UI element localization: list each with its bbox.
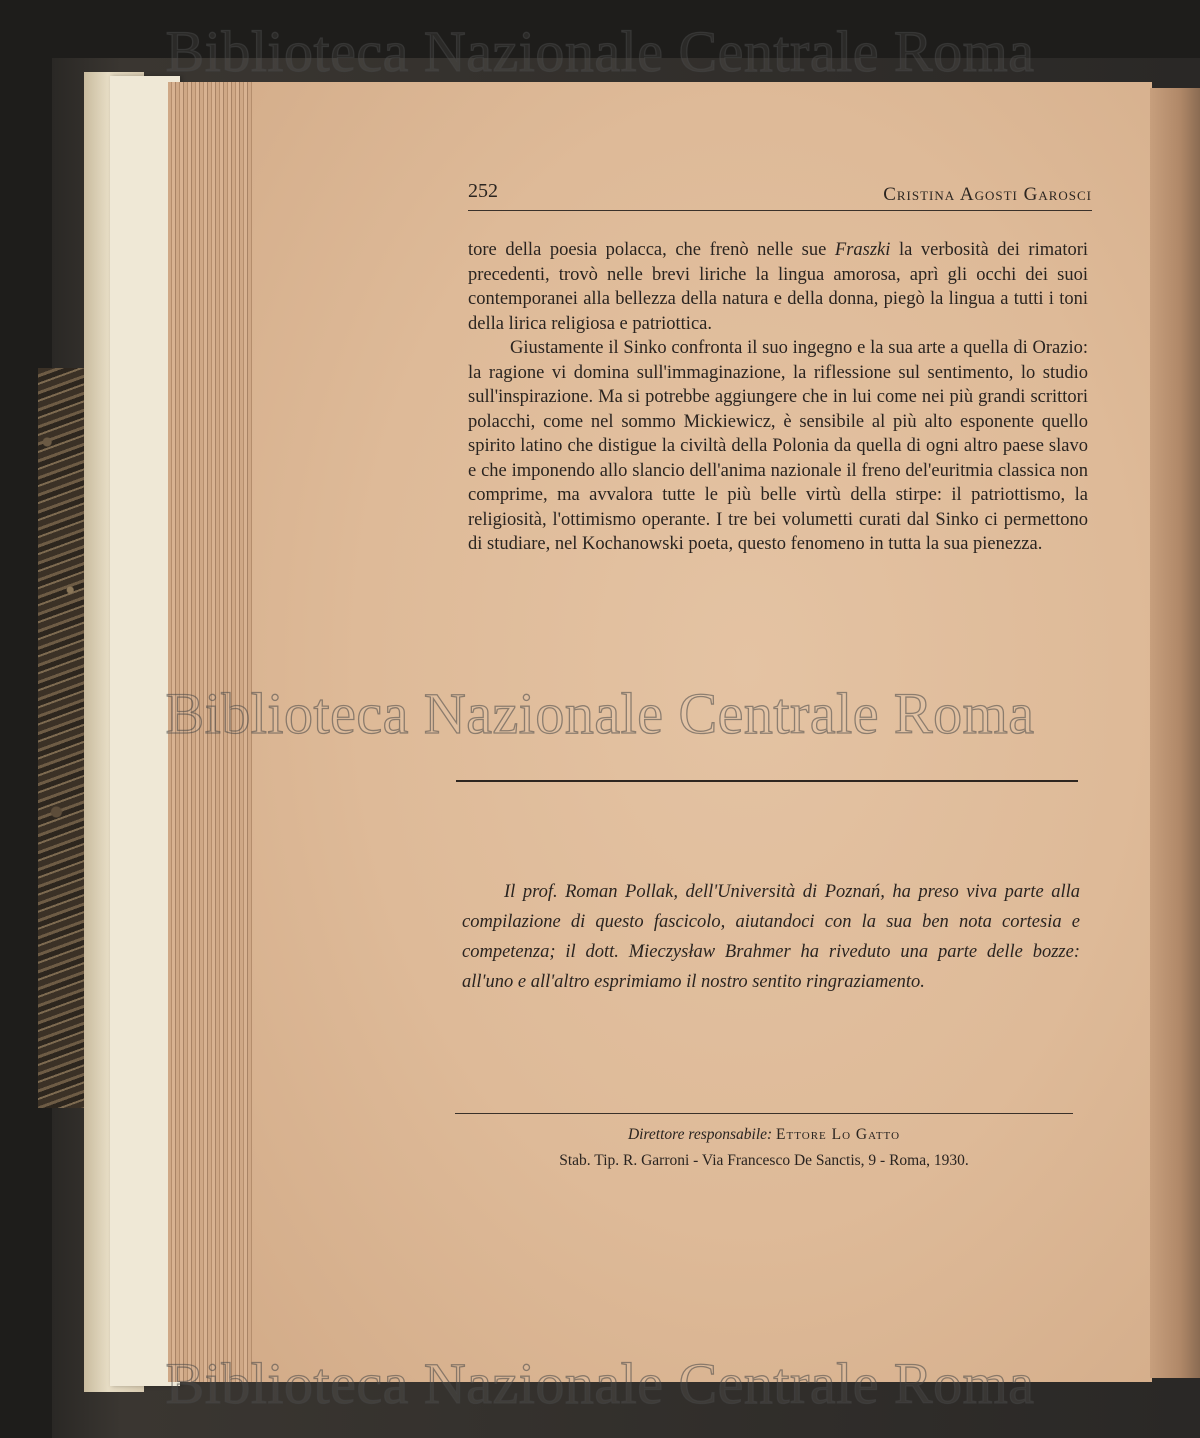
acknowledgement-note: Il prof. Roman Pollak, dell'Università di Poznań, ha preso viva parte alla compilazione di questo fascicolo, aiutandoci con la sua ben nota cortesia e competenza; il dott. Mieczysław Brahmer ha riveduto una parte delle bozze: all'uno e all'altro esprimiamo il nostro sentito ringraziamento. bbox=[462, 881, 1080, 992]
text-run: la verbosità dei rimatori precedenti, trovò nelle brevi liriche la lingua amorosa, aprì gli occhi dei suoi contemporanei alla bellezza della natura e della donna, piegò la lingua a tutti i toni della lirica religiosa e patriottica. bbox=[468, 240, 1089, 334]
italic-title: Fraszki bbox=[834, 240, 891, 260]
imprint-rule bbox=[455, 1113, 1073, 1114]
imprint-printer-line: Stab. Tip. R. Garroni - Via Francesco De Sanctis, 9 - Roma, 1930. bbox=[559, 1152, 969, 1169]
paragraph-1 bbox=[468, 238, 1088, 336]
watermark-top: Biblioteca Nazionale Centrale Roma bbox=[165, 19, 1035, 84]
watermark-bottom: Biblioteca Nazionale Centrale Roma bbox=[165, 1351, 1035, 1416]
imprint-role: Direttore responsabile: bbox=[627, 1126, 773, 1143]
paragraph-2: Giustamente il Sinko confronta il suo ingegno e la sua arte a quella di Orazio: la ragione vi domina sull'immaginazione, la riflessione sul sentimento, lo studio sull'inspirazione. Ma si potrebbe aggiungere che in lui come nei più grandi scrittori polacchi, come nel sommo Mickiewicz, è sensibile al più alto esponente quello spirito latino che distigue la civiltà della Polonia da quella di ogni altro paese slavo e che imponendo allo slancio dell'anima nazionale il freno del'euritmia classica non comprime, ma avvalora tutte le più belle virtù della stirpe: il patriottismo, la religiosità, l'ottimismo operante. I tre bei volumetti curati dal Sinko ci permettono di studiare, nel Kochanowski poeta, questo fenomeno in tutta la sua pienezza. bbox=[468, 338, 1088, 554]
body-text bbox=[468, 238, 1088, 557]
imprint-director-line bbox=[455, 1124, 1073, 1146]
imprint bbox=[455, 1124, 1073, 1172]
imprint-director: Ettore Lo Gatto bbox=[776, 1126, 901, 1143]
running-head-author: Cristina Agosti Garosci bbox=[883, 184, 1092, 205]
section-divider bbox=[456, 780, 1078, 782]
text-run: tore della poesia polacca, che frenò nelle sue bbox=[468, 240, 835, 260]
running-head-rule bbox=[468, 210, 1092, 211]
running-head bbox=[468, 180, 1092, 212]
watermark-middle: Biblioteca Nazionale Centrale Roma bbox=[165, 681, 1035, 746]
page-number: 252 bbox=[468, 180, 498, 202]
